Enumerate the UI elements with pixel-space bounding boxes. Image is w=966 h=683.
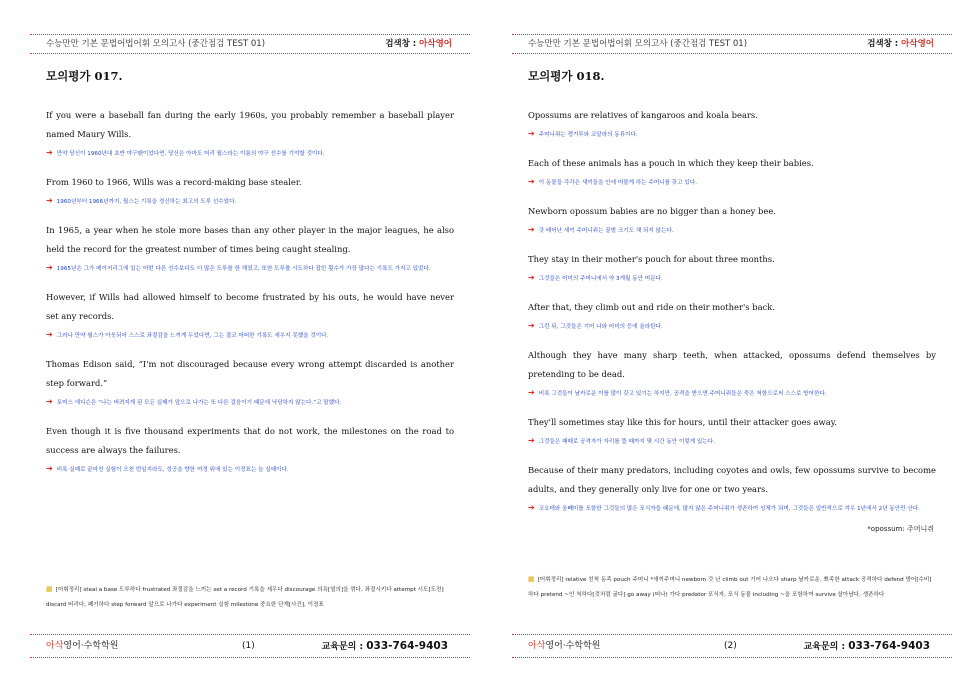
english-sentence: Because of their many predators, including coyotes and owls, few opossums survive to become adults, and they generally only live for one or two years. xyxy=(528,465,936,494)
korean-translation xyxy=(46,147,454,160)
korean-translation xyxy=(528,176,936,189)
translation-text: 비록 실패로 끝마친 실험이 오천 번일지라도, 성공을 향한 여정 위에 있는 이정표는 늘 실패이다. xyxy=(56,467,289,473)
arrow-right-icon: ➔ xyxy=(46,196,53,205)
translation-text: 코요테와 올빼미를 포함한 그것들의 많은 포식자들 때문에, 많지 않은 주머니쥐가 생존하여 성체가 되며, 그것들은 일반적으로 겨우 1년에서 2년 동안만 산다. xyxy=(538,506,920,512)
translation-text: 토머스 에디슨은 “나는 버려지게 된 모든 실패가 앞으로 나가는 또 다른 걸음이기 때문에 낙담하지 않는다.”고 말했다. xyxy=(56,400,342,406)
page-left xyxy=(30,0,470,683)
arrow-right-icon: ➔ xyxy=(46,263,53,272)
vocabulary-notes xyxy=(528,572,936,603)
korean-translation xyxy=(46,329,454,342)
english-sentence: After that, they climb out and ride on their mother's back. xyxy=(528,302,775,312)
english-sentence: They stay in their mother's pouch for about three months. xyxy=(528,254,775,264)
page-header xyxy=(30,34,470,54)
page-footer xyxy=(30,634,470,658)
english-sentence: Opossums are relatives of kangaroos and koala bears. xyxy=(528,110,758,120)
english-sentence: Although they have many sharp teeth, when attacked, opossums defend themselves by pretending to be dead. xyxy=(528,350,936,379)
arrow-right-icon: ➔ xyxy=(528,321,535,330)
korean-translation xyxy=(46,463,454,476)
arrow-right-icon: ➔ xyxy=(46,397,53,406)
search-hint-label: 검색창 : xyxy=(867,39,902,49)
search-hint-brand: 아삭영어 xyxy=(901,39,934,49)
contact-label: 교육문의 : xyxy=(803,642,849,652)
translation-text: 그것들은 때때로 공격자가 자리를 뜰 때까지 몇 시간 동안 이렇게 있는다. xyxy=(538,439,715,445)
search-hint-brand: 아삭영어 xyxy=(419,39,452,49)
vocabulary-notes xyxy=(46,582,454,613)
academy-name xyxy=(528,635,600,657)
english-sentence: Even though it is five thousand experiments that do not work, the milestones on the road to success are always the failures. xyxy=(46,426,454,455)
arrow-right-icon: ➔ xyxy=(528,503,535,512)
translation-text: 1960년부터 1966년까지, 윌스는 기록을 경신하는 최고의 도루 선수였다. xyxy=(56,199,237,205)
translation-text: 그러나 만약 윌스가 아웃되어 스스로 좌절감을 느끼게 두었다면, 그는 결코 어떠한 기록도 세우지 못했을 것이다. xyxy=(56,333,329,339)
translation-text: 1965년은 그가 메이저리그에 있는 어떤 다른 선수보다도 더 많은 도루를 한 해였고, 또한 도루를 시도하다 잡힌 횟수가 가장 많다는 기록도 가지고 있었다. xyxy=(56,266,431,272)
english-sentence: Each of these animals has a pouch in which they keep their babies. xyxy=(528,158,814,168)
korean-translation xyxy=(528,128,936,141)
arrow-right-icon: ➔ xyxy=(528,177,535,186)
arrow-right-icon: ➔ xyxy=(46,148,53,157)
page-footer xyxy=(512,634,952,658)
footnote-gloss: *opossum: 주머니쥐 xyxy=(867,525,934,533)
page-number: (1) xyxy=(242,641,255,651)
korean-translation xyxy=(528,272,936,285)
search-hint xyxy=(867,35,934,53)
arrow-right-icon: ➔ xyxy=(46,330,53,339)
arrow-right-icon: ➔ xyxy=(528,436,535,445)
notes-icon: ▦ xyxy=(46,585,53,593)
korean-translation xyxy=(528,320,936,333)
english-sentence: Newborn opossum babies are no bigger than a honey bee. xyxy=(528,206,776,216)
korean-translation xyxy=(46,195,454,208)
search-hint-label: 검색창 : xyxy=(385,39,420,49)
english-sentence: From 1960 to 1966, Wills was a record-making base stealer. xyxy=(46,177,302,187)
arrow-right-icon: ➔ xyxy=(528,388,535,397)
sentence-list xyxy=(46,106,454,489)
english-sentence: They'll sometimes stay like this for hours, until their attacker goes away. xyxy=(528,417,837,427)
academy-name-highlight: 아삭 xyxy=(46,641,64,651)
academy-name-rest: 영어·수학학원 xyxy=(545,641,601,651)
contact-number: 033-764-9403 xyxy=(848,640,930,652)
english-sentence: If you were a baseball fan during the early 1960s, you probably remember a baseball player named Maury Wills. xyxy=(46,110,454,139)
korean-translation xyxy=(46,262,454,275)
korean-translation xyxy=(46,396,454,409)
header-title: 수능만만 기본 문법어법어휘 모의고사 (중간점검 TEST 01) xyxy=(528,39,748,49)
page-header xyxy=(512,34,952,54)
vocabulary-text: [어휘정리] steal a base 도루하다 frustrated 좌절감을 느끼는 set a record 기록을 세우다 discourage 의욕[열의]을 꺾다, 좌절시키다 attempt 시도[도전] discard 버리다, 폐기하다 step forward 앞으로 나가다 experiment 실험 milestone 중요한 단계[사건], 이정표 xyxy=(46,587,444,608)
academy-name-highlight: 아삭 xyxy=(528,641,546,651)
korean-translation xyxy=(528,435,936,448)
korean-translation xyxy=(528,224,936,237)
contact-info xyxy=(322,635,448,658)
translation-text: 이 동물들 각각은 새끼들을 안에 머물게 하는 주머니를 갖고 있다. xyxy=(538,180,697,186)
header-title: 수능만만 기본 문법어법어휘 모의고사 (중간점검 TEST 01) xyxy=(46,39,266,49)
arrow-right-icon: ➔ xyxy=(46,464,53,473)
contact-label: 교육문의 : xyxy=(321,642,367,652)
sentence-list xyxy=(528,106,936,548)
page-right xyxy=(512,0,952,683)
exam-title: 모의평가 018. xyxy=(528,69,605,83)
english-sentence: However, if Wills had allowed himself to become frustrated by his outs, he would have never set any records. xyxy=(46,292,454,321)
english-sentence: Thomas Edison said, “I'm not discouraged because every wrong attempt discarded is another step forward.” xyxy=(46,359,454,388)
vocabulary-text: [어휘정리] relative 친척 동족 pouch 주머니 *새끼주머니 newborn 갓 난 climb out 기어 나오다 sharp 날카로운, 뾰족한 attack 공격하다 defend 방어[수비]하다 pretend ~인 척하다[것처럼 굴다] go away (떠나) 가다 predator 포식자, 포식 동물 including ~을 포함하여 survive 살아남다, 생존하다 xyxy=(528,577,932,598)
contact-info xyxy=(804,635,930,658)
korean-translation xyxy=(528,502,936,515)
arrow-right-icon: ➔ xyxy=(528,225,535,234)
search-hint xyxy=(385,35,452,53)
page-number: (2) xyxy=(724,641,737,651)
translation-text: 그런 뒤, 그것들은 기어 나와 어미의 등에 올라탄다. xyxy=(538,324,663,330)
academy-name-rest: 영어·수학학원 xyxy=(63,641,119,651)
contact-number: 033-764-9403 xyxy=(366,640,448,652)
english-sentence: In 1965, a year when he stole more bases than any other player in the major leagues, he also held the record for the greatest number of times being caught stealing. xyxy=(46,225,454,254)
exam-title: 모의평가 017. xyxy=(46,69,123,83)
translation-text: 비록 그것들이 날카로운 이를 많이 갖고 있기는 하지만, 공격을 받으면 주머니쥐들은 죽은 척함으로써 스스로 방어한다. xyxy=(538,391,827,397)
arrow-right-icon: ➔ xyxy=(528,273,535,282)
translation-text: 주머니쥐는 캥거루와 코알라의 동류이다. xyxy=(538,132,638,138)
translation-text: 만약 당신이 1960년대 초반 야구팬이었다면, 당신은 아마도 머리 윌스라는 이름의 야구 선수를 기억할 것이다. xyxy=(56,151,325,157)
translation-text: 갓 태어난 새끼 주머니쥐는 꿀벌 크기도 채 되지 않는다. xyxy=(538,228,674,234)
translation-text: 그것들은 어미의 주머니에서 약 3개월 동안 머문다. xyxy=(538,276,663,282)
korean-translation xyxy=(528,387,936,400)
arrow-right-icon: ➔ xyxy=(528,129,535,138)
academy-name xyxy=(46,635,118,657)
notes-icon: ▦ xyxy=(528,575,535,583)
